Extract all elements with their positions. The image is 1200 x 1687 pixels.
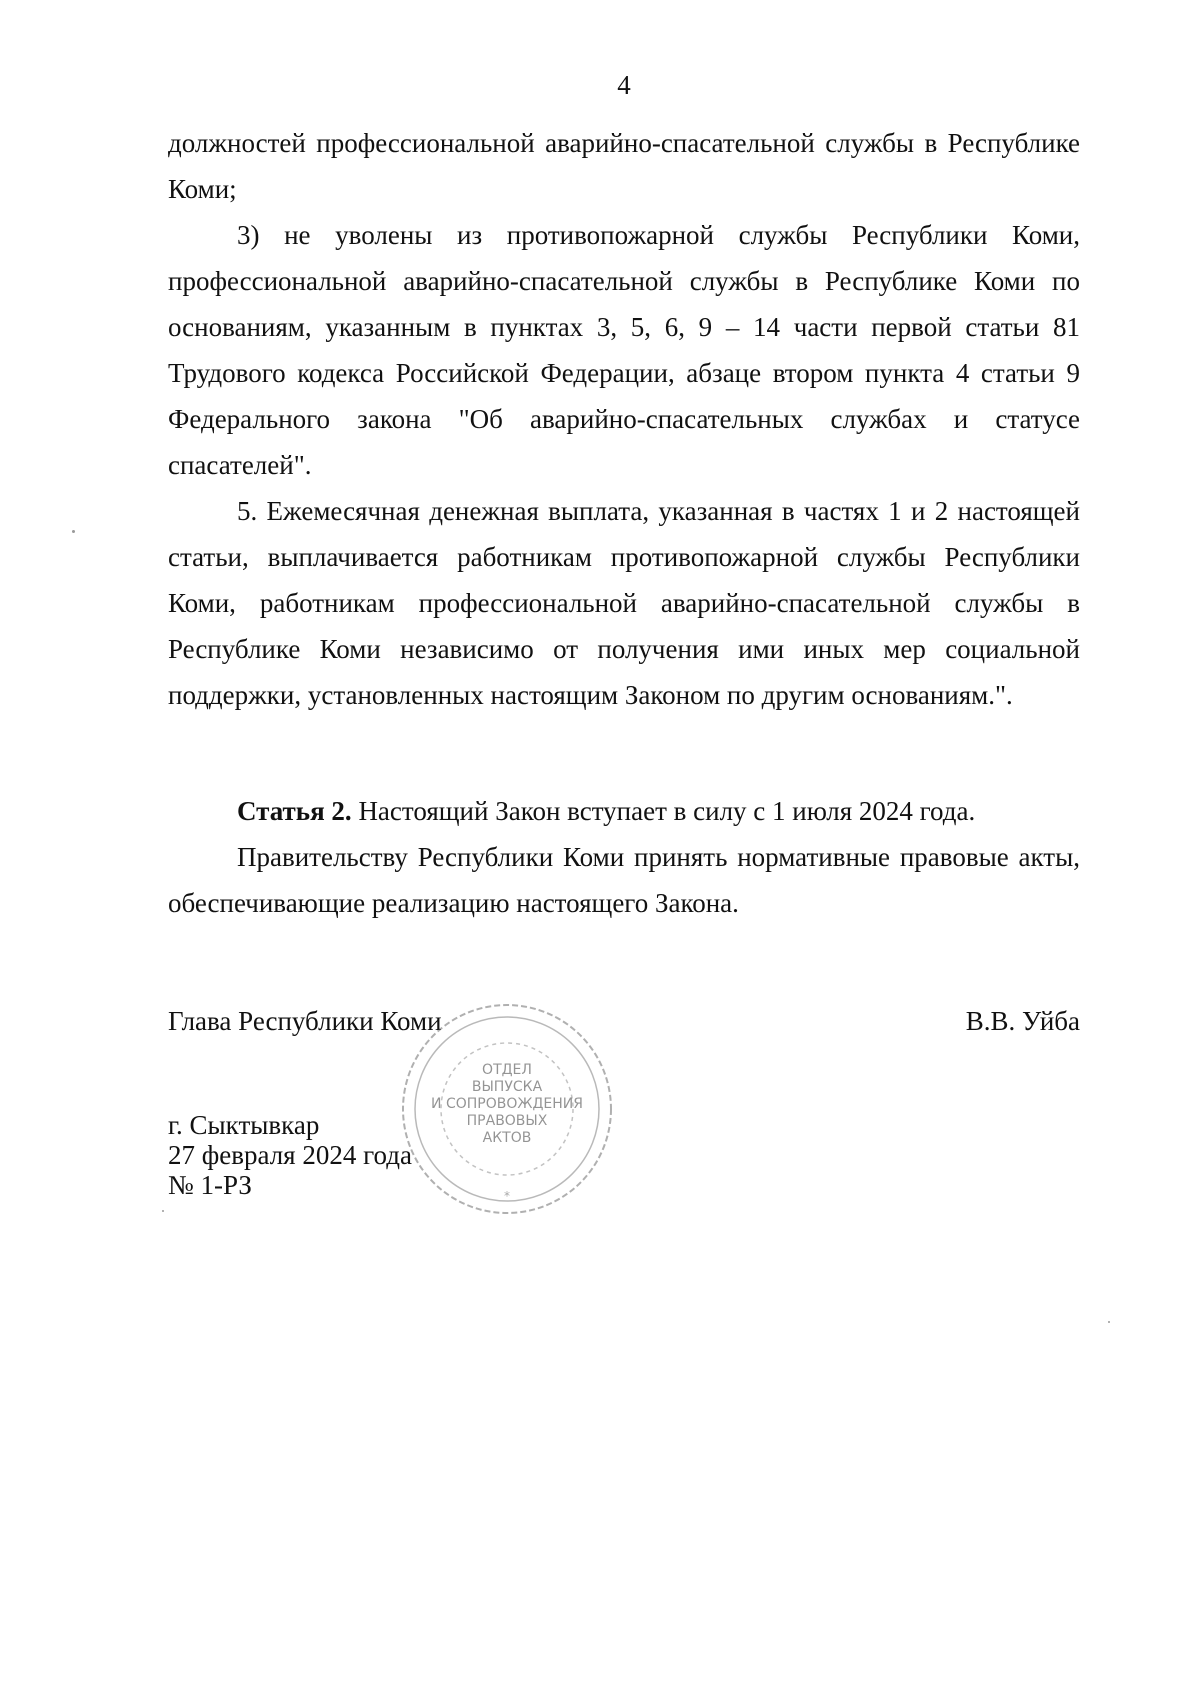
law-number: № 1-РЗ [168, 1170, 252, 1200]
issue-place: г. Сыктывкар [168, 1110, 320, 1140]
article-2-paragraph: Правительству Республики Коми принять нормативные правовые акты, обеспечивающие реализацию настоящего Закона. [168, 842, 1080, 918]
stamp-line: ПРАВОВЫХ [466, 1113, 548, 1129]
stamp-line: ОТДЕЛ [482, 1062, 532, 1078]
document-body [168, 120, 1080, 718]
issue-date: 27 февраля 2024 года [168, 1140, 412, 1170]
signatory-position: Глава Республики Коми [168, 1006, 442, 1036]
article-2-section [168, 788, 1080, 926]
stamp-line: ВЫПУСКА [471, 1079, 543, 1095]
scan-speck [1108, 1321, 1110, 1323]
article-2-heading: Статья 2. [237, 796, 352, 826]
signatory-name: В.В. Уйба [965, 1006, 1080, 1036]
svg-text:*: * [504, 1189, 510, 1203]
scan-speck [72, 530, 75, 533]
page-number: 4 [617, 70, 631, 100]
issue-details [168, 1110, 412, 1200]
article-2-line [168, 788, 1080, 834]
stamp-line: И СОПРОВОЖДЕНИЯ [431, 1096, 583, 1112]
article-2-text: Настоящий Закон вступает в силу с 1 июля 2024 года. [351, 796, 976, 826]
paragraph-1: должностей профессиональной аварийно-спасательной службы в Республике Коми; [168, 128, 1080, 204]
scan-speck [162, 1210, 164, 1212]
paragraph-2: 3) не уволены из противопожарной службы Республики Коми, профессиональной аварийно-спасательной службы в Республике Коми по основаниям, указанным в пунктах 3, 5, 6, 9 – 14 части первой статьи 81 Трудового кодекса Российской Федерации, абзаце втором пункта 4 статьи 9 Федерального закона "Об аварийно-спасательных службах и статусе спасателей". [168, 220, 1080, 480]
paragraph-3: 5. Ежемесячная денежная выплата, указанная в частях 1 и 2 настоящей статьи, выплачивается работникам противопожарной службы Республики Коми, работникам профессиональной аварийно-спасательной службы в Республике Коми независимо от получения ими иных мер социальной поддержки, установленных настоящим Законом по другим основаниям.". [168, 496, 1080, 710]
stamp-line: АКТОВ [482, 1130, 532, 1146]
